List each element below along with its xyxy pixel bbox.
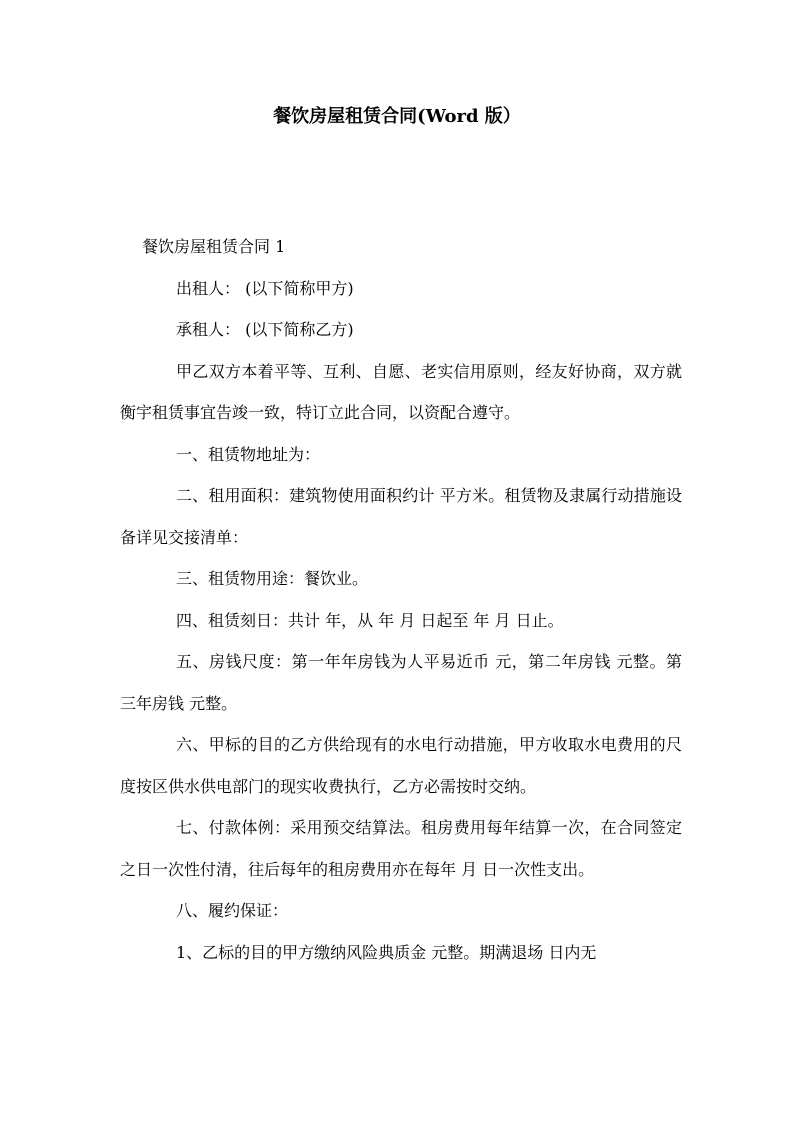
clause-3-usage: 三、租赁物用途：餐饮业。: [176, 569, 369, 588]
clause-7-payment: 七、付款体例：采用预交结算法。租房费用每年结算一次，在合同签定之日一次性付清，往后每年的租房费用亦在每年 月 日一次性支出。: [120, 818, 682, 879]
clause-2-area: 二、租用面积：建筑物使用面积约计 平方米。租赁物及隶属行动措施设备详见交接清单：: [120, 486, 682, 547]
document-body: [120, 226, 682, 973]
paragraph-lessee: 承租人： (以下简称乙方): [176, 320, 354, 339]
clause-1-address: 一、租赁物地址为：: [176, 444, 321, 464]
clause-8-item-1: 1、乙标的目的甲方缴纳风险典质金 元整。期满退场 日内无: [176, 942, 597, 962]
clause-5-rent: 五、房钱尺度：第一年年房钱为人平易近币 元，第二年房钱 元整。第三年房钱 元整。: [120, 652, 682, 713]
clause-8-guarantee: 八、履约保证：: [176, 901, 289, 920]
paragraph-lessor: 出租人： (以下简称甲方): [176, 278, 354, 298]
document-title: 餐饮房屋租赁合同(Word 版）: [273, 106, 521, 127]
clause-6-utilities: 六、甲标的目的乙方供给现有的水电行动措施，甲方收取水电费用的尺度按区供水供电部门的现实收费执行，乙方必需按时交纳。: [120, 735, 682, 796]
paragraph-preamble: 甲乙双方本着平等、互利、自愿、老实信用原则，经友好协商，双方就衡宇租赁事宜告竣一致，特订立此合同，以资配合遵守。: [120, 361, 682, 422]
clause-4-term: 四、租赁刻日：共计 年，从 年 月 日起至 年 月 日止。: [176, 610, 564, 630]
contract-subtitle: 餐饮房屋租赁合同 1: [142, 237, 286, 256]
